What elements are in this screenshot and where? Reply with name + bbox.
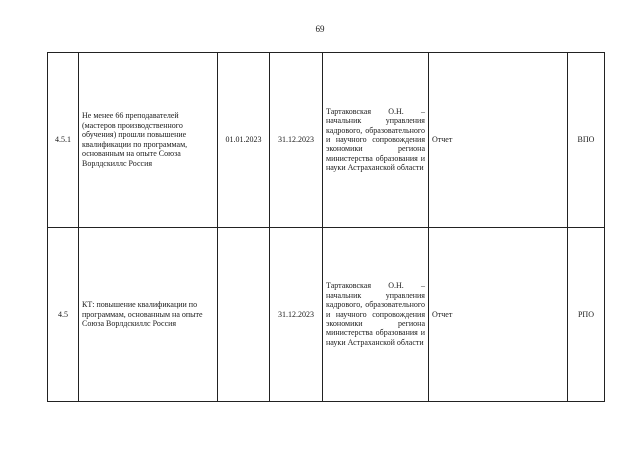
start-date-cell: 01.01.2023	[218, 53, 270, 228]
start-date-cell	[218, 227, 270, 402]
row-number-cell: 4.5	[48, 227, 79, 402]
report-form-cell: Отчет	[429, 227, 568, 402]
table-row	[48, 53, 605, 228]
responsible-cell: Тартаковская О.Н. – начальник управления кадрового, образовательного и научного сопровождения экономики региона министерства образования и науки Астраханской области	[323, 227, 429, 402]
end-date-cell: 31.12.2023	[270, 227, 323, 402]
report-form-cell: Отчет	[429, 53, 568, 228]
row-number-cell: 4.5.1	[48, 53, 79, 228]
table-row	[48, 227, 605, 402]
plan-table	[47, 52, 605, 402]
type-cell: РПО	[568, 227, 605, 402]
description-cell: Не менее 66 преподавателей (мастеров производственного обучения) прошли повышение квалификации по программам, основанным на опыте Союза Ворлдскиллс Россия	[79, 53, 218, 228]
type-cell: ВПО	[568, 53, 605, 228]
end-date-cell: 31.12.2023	[270, 53, 323, 228]
responsible-cell: Тартаковская О.Н. – начальник управления кадрового, образовательного и научного сопровождения экономики региона министерства образования и науки Астраханской области	[323, 53, 429, 228]
description-cell: КТ: повышение квалификации по программам, основанным на опыте Союза Ворлдскиллс Россия	[79, 227, 218, 402]
page-number: 69	[315, 24, 325, 34]
